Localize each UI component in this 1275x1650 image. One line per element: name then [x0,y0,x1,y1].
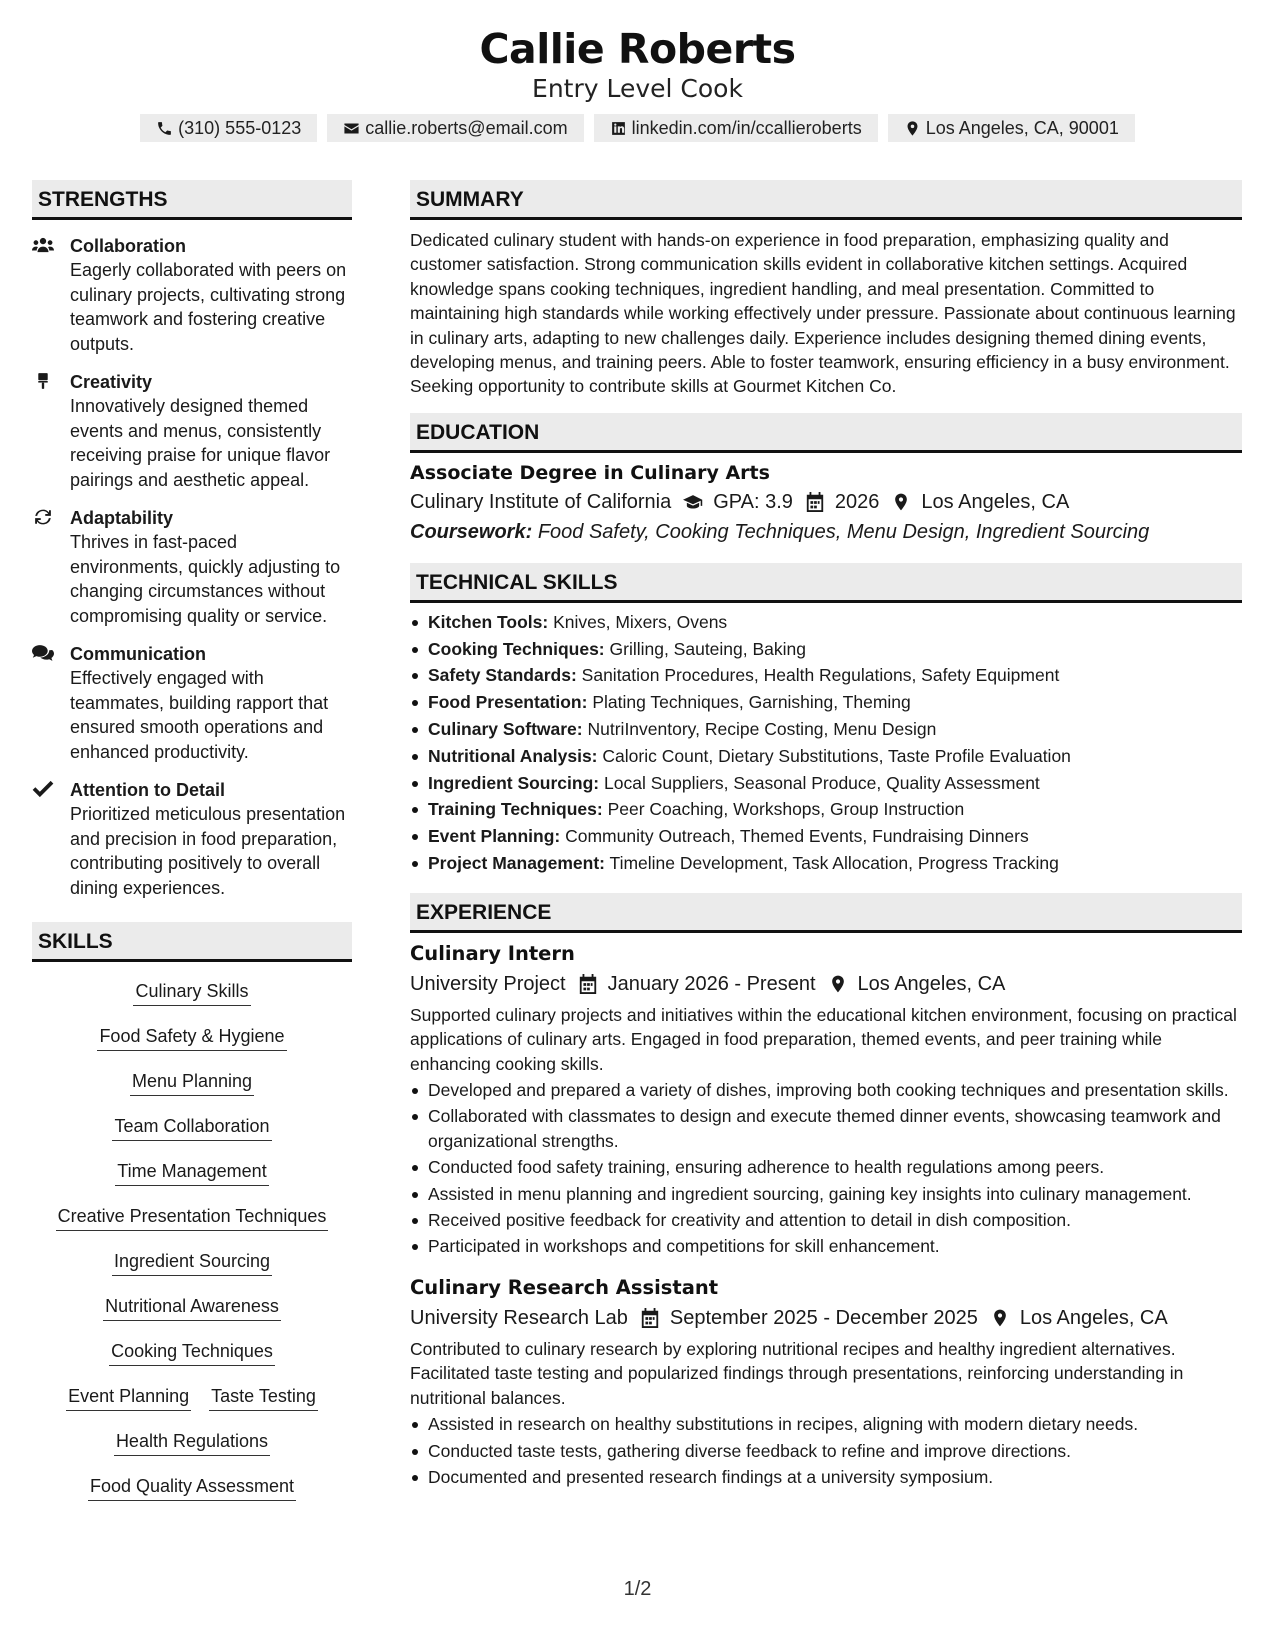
paint-brush-icon [32,372,54,390]
skill-tag: Taste Testing [209,1383,318,1411]
list-item [410,662,1242,689]
skills-list [32,962,352,1510]
contact-phone[interactable] [140,114,317,142]
contact-location [888,114,1135,142]
list-item: Assisted in menu planning and ingredient sourcing, gaining key insights into culinary management. [410,1182,1242,1206]
location-text: Los Angeles, CA, 90001 [925,117,1119,138]
job-bullets [410,1410,1242,1489]
job-location: Los Angeles, CA [1019,1306,1168,1329]
job-title: Culinary Intern [410,941,575,965]
calendar-icon [578,974,598,994]
experience-entry [410,1273,1242,1489]
tech-skill-label: Cooking Techniques: [428,638,605,659]
list-item: Assisted in research on healthy substitutions in recipes, aligning with modern dietary needs. [410,1412,1242,1436]
skill-tag: Food Safety & Hygiene [97,1023,286,1051]
phone-icon [156,120,173,137]
strength-desc: Thrives in fast-paced environments, quickly adjusting to changing circumstances without compromising quality or service. [70,532,341,626]
skill-tag: Nutritional Awareness [103,1293,281,1321]
resume-header [0,24,1275,142]
strength-desc: Innovatively designed themed events and menus, consistently receiving praise for unique flavor pairings and aesthetic appeal. [70,396,331,490]
strength-title: Creativity [70,372,153,392]
tech-skill-value: NutriInventory, Recipe Costing, Menu Design [587,719,937,740]
tech-skill-value: Peer Coaching, Workshops, Group Instruction [607,799,965,820]
candidate-title: Entry Level Cook [532,74,743,103]
left-column [32,180,352,1510]
tech-skill-value: Plating Techniques, Garnishing, Theming [592,692,911,713]
contact-email[interactable] [327,114,583,142]
coursework-label: Coursework: [410,520,533,543]
tech-skill-value: Timeline Development, Task Allocation, Progress Tracking [609,853,1059,874]
list-item: Received positive feedback for creativity and attention to detail in dish composition. [410,1208,1242,1232]
email-text: callie.roberts@email.com [365,117,568,138]
right-column [410,180,1242,1491]
skill-tag: Team Collaboration [112,1113,271,1141]
strength-desc: Effectively engaged with teammates, building rapport that ensured smooth operations and enhanced productivity. [70,668,329,762]
strength-title: Communication [70,644,207,664]
skill-tag: Creative Presentation Techniques [56,1203,329,1231]
skill-tag: Cooking Techniques [109,1338,275,1366]
tech-skill-label: Kitchen Tools: [428,611,549,632]
skill-tag: Food Quality Assessment [88,1473,296,1501]
skill-tag: Health Regulations [114,1428,270,1456]
tech-skill-label: Training Techniques: [428,799,603,820]
map-marker-icon [828,974,848,994]
degree-title: Associate Degree in Culinary Arts [410,461,770,484]
graduation-year: 2026 [834,490,880,513]
tech-skill-label: Ingredient Sourcing: [428,772,600,793]
job-title: Culinary Research Assistant [410,1275,719,1299]
list-item: Conducted food safety training, ensuring adherence to health regulations among peers. [410,1155,1242,1179]
experience-entry [410,939,1242,1267]
map-marker-icon [904,120,921,137]
list-item: Participated in workshops and competitions for skill enhancement. [410,1234,1242,1258]
strength-item [32,370,352,492]
candidate-name: Callie Roberts [479,25,796,73]
job-dates: January 2026 - Present [607,972,816,995]
strength-item [32,234,352,356]
school-name: Culinary Institute of California [410,490,672,513]
calendar-icon [640,1308,660,1328]
tech-skill-label: Project Management: [428,853,605,874]
strengths-heading: STRENGTHS [32,180,352,220]
skill-tag: Event Planning [66,1383,191,1411]
list-item [410,796,1242,823]
skill-tag: Culinary Skills [133,978,250,1006]
skill-tag: Ingredient Sourcing [112,1248,272,1276]
graduation-cap-icon [683,492,703,512]
education-location: Los Angeles, CA [921,490,1070,513]
contact-linkedin[interactable] [594,114,878,142]
education-meta [410,487,1242,517]
map-marker-icon [891,492,911,512]
strength-title: Adaptability [70,508,174,528]
summary-heading: SUMMARY [410,180,1242,220]
strength-title: Collaboration [70,236,186,256]
list-item: Conducted taste tests, gathering diverse feedback to refine and improve directions. [410,1439,1242,1463]
list-item [410,716,1242,743]
summary-text: Dedicated culinary student with hands-on experience in food preparation, emphasizing quality and customer satisfaction. Strong communication skills evident in collaborative kitchen settings. Acquired knowledge spans cooking techniques, ingredient handling, and meal presentation. Committed to maintaining high standards while working effectively under pressure. Passionate about continuous learning in culinary arts, adapting to new challenges daily. Experience includes designing themed dining events, developing menus, and training peers. Able to foster teamwork, ensuring efficiency in a busy environment. Seeking opportunity to contribute skills at Gourmet Kitchen Co. [410,230,1236,397]
job-org: University Research Lab [410,1306,628,1329]
strength-item [32,642,352,764]
skill-tag: Menu Planning [130,1068,254,1096]
job-location: Los Angeles, CA [857,972,1006,995]
tech-skill-value: Sanitation Procedures, Health Regulations, Safety Equipment [581,665,1060,686]
envelope-icon [343,120,360,137]
list-item: Developed and prepared a variety of dishes, improving both cooking techniques and presentation skills. [410,1078,1242,1102]
coursework-list: Food Safety, Cooking Techniques, Menu Design, Ingredient Sourcing [537,520,1150,543]
linkedin-icon [610,120,627,137]
linkedin-text: linkedin.com/in/ccallieroberts [631,117,862,138]
phone-text: (310) 555-0123 [178,117,302,138]
technical-skills-heading: TECHNICAL SKILLS [410,563,1242,603]
contact-bar [0,114,1275,142]
job-description: Supported culinary projects and initiatives within the educational kitchen environment, focusing on practical applications of culinary arts. Engaged in food preparation, themed events, and peer training while enhancing cooking skills. [410,1004,1237,1074]
job-dates: September 2025 - December 2025 [669,1306,978,1329]
tech-skill-value: Grilling, Sauteing, Baking [609,638,806,659]
skill-tag: Time Management [115,1158,268,1186]
list-item [410,770,1242,797]
strength-desc: Eagerly collaborated with peers on culinary projects, cultivating strong teamwork and fostering creative outputs. [70,260,347,354]
tech-skill-value: Community Outreach, Themed Events, Fundraising Dinners [565,826,1029,847]
users-icon [32,236,54,254]
list-item [410,823,1242,850]
education-heading: EDUCATION [410,413,1242,453]
gpa-text: GPA: 3.9 [713,490,793,513]
tech-skill-value: Caloric Count, Dietary Substitutions, Taste Profile Evaluation [602,745,1071,766]
job-bullets [410,1076,1242,1267]
strength-title: Attention to Detail [70,780,225,800]
list-item [410,609,1242,636]
technical-skills-list [410,603,1242,893]
sync-icon [32,508,54,526]
list-item: Collaborated with classmates to design and execute themed dinner events, showcasing teamwork and organizational strengths. [410,1104,1242,1153]
page-number: 1/2 [623,1578,652,1600]
strength-desc: Prioritized meticulous presentation and precision in food preparation, contributing positively to overall dining experiences. [70,804,346,898]
comments-icon [32,644,54,662]
list-item [410,689,1242,716]
tech-skill-label: Event Planning: [428,826,561,847]
list-item [410,850,1242,877]
tech-skill-label: Nutritional Analysis: [428,745,598,766]
strength-item [32,778,352,900]
skills-heading: SKILLS [32,922,352,962]
tech-skill-value: Knives, Mixers, Ovens [553,611,728,632]
job-description: Contributed to culinary research by exploring nutritional recipes and healthy ingredient alternatives. Facilitated taste testing and popularized findings through presentations, reinforcing understanding in nutritional balances. [410,1338,1184,1408]
job-meta [410,1303,1242,1333]
strength-item [32,506,352,628]
map-marker-icon [990,1308,1010,1328]
job-meta [410,969,1242,999]
coursework [410,517,1242,563]
list-item [410,636,1242,663]
list-item: Documented and presented research findings at a university symposium. [410,1465,1242,1489]
tech-skill-value: Local Suppliers, Seasonal Produce, Quality Assessment [604,772,1040,793]
tech-skill-label: Safety Standards: [428,665,577,686]
tech-skill-label: Culinary Software: [428,719,583,740]
calendar-icon [805,492,825,512]
check-icon [32,780,54,798]
list-item [410,743,1242,770]
tech-skill-label: Food Presentation: [428,692,588,713]
experience-heading: EXPERIENCE [410,893,1242,933]
job-org: University Project [410,972,566,995]
